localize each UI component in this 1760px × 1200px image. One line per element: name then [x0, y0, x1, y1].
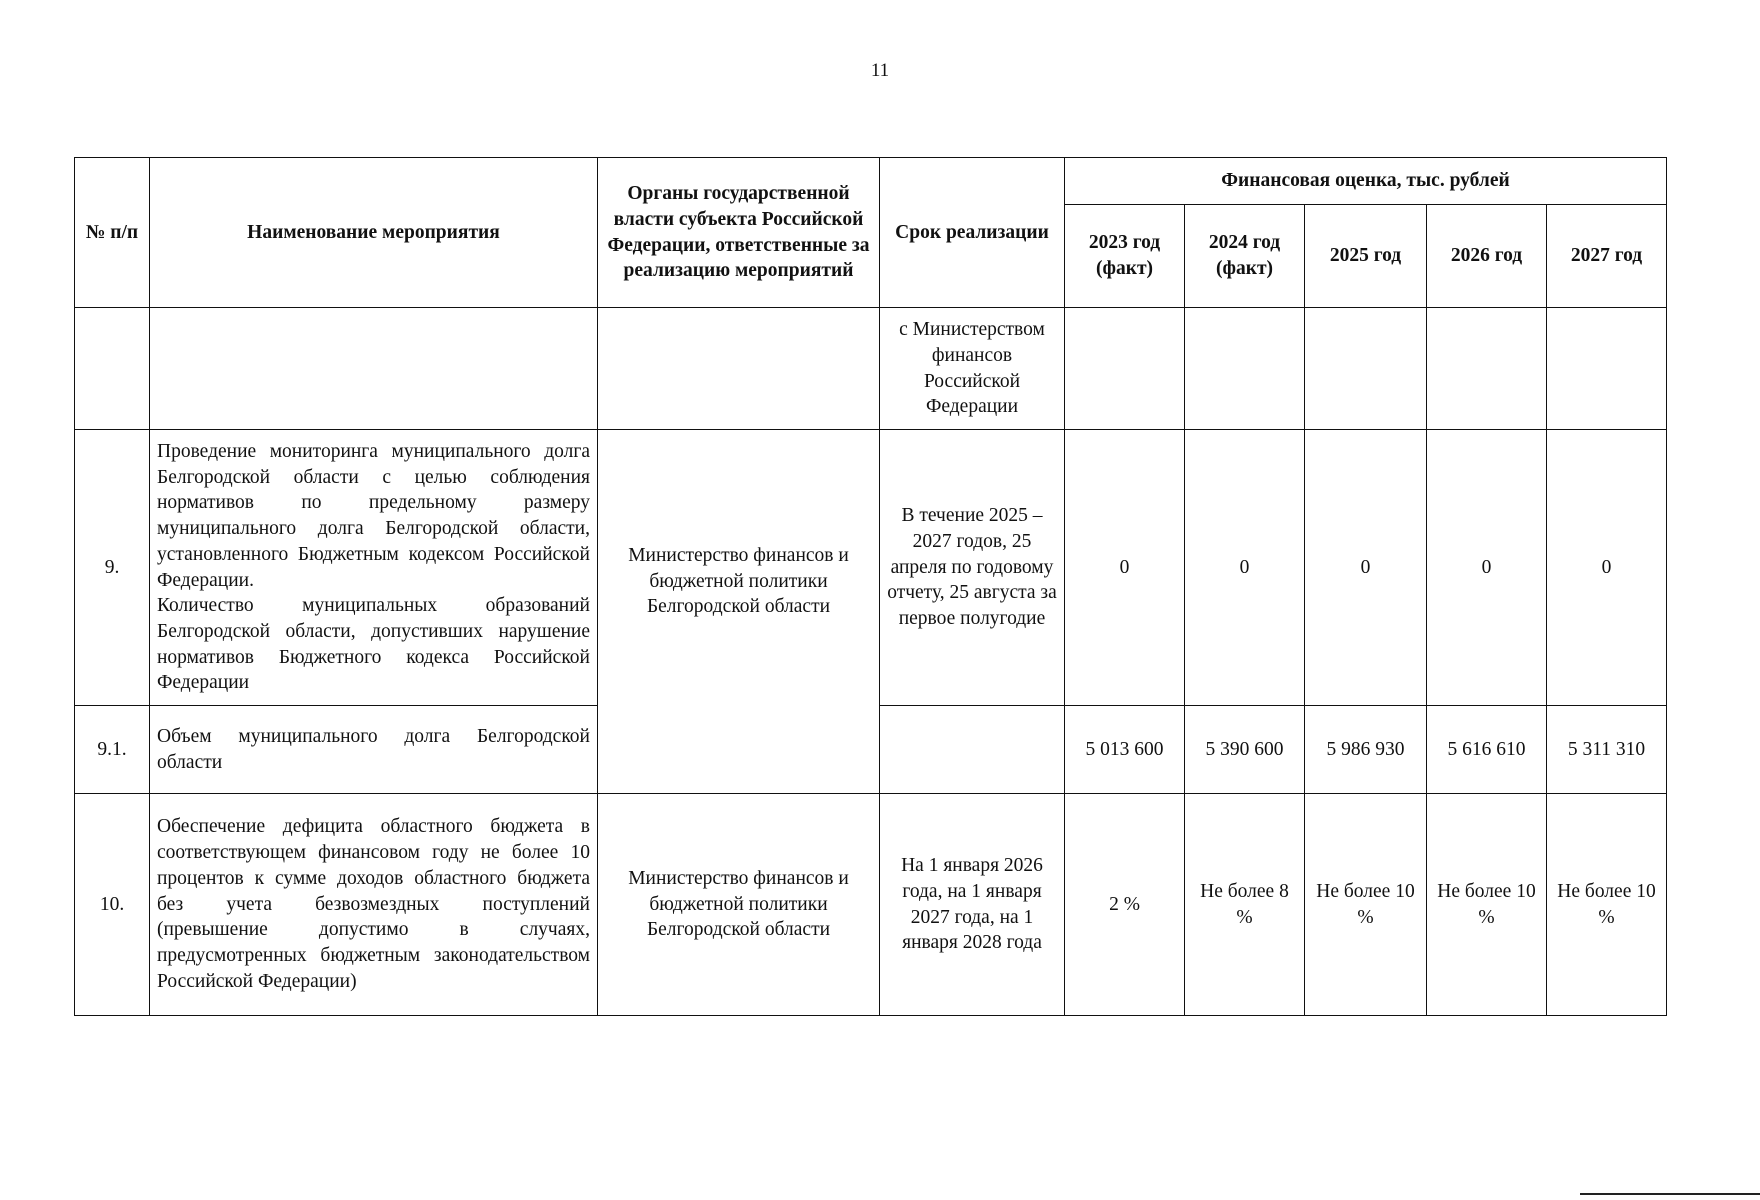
page-number: 11 — [870, 60, 890, 81]
row-10-num: 10. — [75, 794, 150, 1016]
row-10-organ: Министерство финансов и бюджетной политики Белгородской области — [598, 794, 880, 1016]
row-9-1-value-2024: 5 390 600 — [1185, 706, 1305, 794]
row-9-1-value-2023: 5 013 600 — [1065, 706, 1185, 794]
cell-empty — [1185, 308, 1305, 430]
row-9-value-2023: 0 — [1065, 430, 1185, 706]
row-9-value-2027: 0 — [1547, 430, 1667, 706]
row-9-value-2026: 0 — [1427, 430, 1547, 706]
cell-empty — [598, 308, 880, 430]
header-year-2026: 2026 год — [1427, 205, 1547, 308]
row-10-name: Обеспечение дефицита областного бюджета в соответствующем финансовом году не более 10 процентов к сумме доходов областного бюджета без учета безвозмездных поступлений (превышение допустимо в случаях, предусмотренных бюджетным законодательством Российской Федерации) — [150, 794, 598, 1016]
cell-empty — [880, 706, 1065, 794]
header-year-2027: 2027 год — [1547, 205, 1667, 308]
header-year-2023: 2023 год (факт) — [1065, 205, 1185, 308]
header-year-2024: 2024 год (факт) — [1185, 205, 1305, 308]
row-cont-term: с Министерством финансов Российской Федерации — [880, 308, 1065, 430]
row-9-term: В течение 2025 – 2027 годов, 25 апреля по годовому отчету, 25 августа за первое полугодие — [880, 430, 1065, 706]
row-10-value-2024: Не более 8 % — [1185, 794, 1305, 1016]
row-9-1-num: 9.1. — [75, 706, 150, 794]
row-9-organ-text: Министерство финансов и бюджетной политики Белгородской области — [628, 544, 849, 618]
row-9-num: 9. — [75, 430, 150, 706]
row-10-term: На 1 января 2026 года, на 1 января 2027 года, на 1 января 2028 года — [880, 794, 1065, 1016]
cell-empty — [1547, 308, 1667, 430]
cell-empty — [150, 308, 598, 430]
cell-empty — [1427, 308, 1547, 430]
cell-empty — [1305, 308, 1427, 430]
header-num: № п/п — [75, 158, 150, 308]
header-name: Наименование мероприятия — [150, 158, 598, 308]
row-9-1-value-2025: 5 986 930 — [1305, 706, 1427, 794]
cell-empty — [75, 308, 150, 430]
header-finance: Финансовая оценка, тыс. рублей — [1065, 158, 1667, 205]
cell-empty — [1065, 308, 1185, 430]
row-10-value-2025: Не более 10 % — [1305, 794, 1427, 1016]
row-9-1-name: Объем муниципального долга Белгородской области — [150, 706, 598, 794]
row-10-value-2026: Не более 10 % — [1427, 794, 1547, 1016]
header-term: Срок реализации — [880, 158, 1065, 308]
header-organs: Органы государственной власти субъекта Российской Федерации, ответственные за реализацию мероприятий — [598, 158, 880, 308]
row-9-value-2025: 0 — [1305, 430, 1427, 706]
row-9-organ — [598, 430, 880, 794]
header-year-2025: 2025 год — [1305, 205, 1427, 308]
row-10-value-2027: Не более 10 % — [1547, 794, 1667, 1016]
row-9-name-p1: Проведение мониторинга муниципального долга Белгородской области с целью соблюдения нормативов по предельному размеру муниципального долга Белгородской области, установленного Бюджетным кодексом Российской Федерации. — [157, 440, 590, 591]
row-9-name — [150, 430, 598, 706]
row-10-value-2023: 2 % — [1065, 794, 1185, 1016]
row-9-1-value-2027: 5 311 310 — [1547, 706, 1667, 794]
table-row — [75, 430, 1667, 706]
table-row — [75, 308, 1667, 430]
measures-table — [74, 157, 1667, 1016]
row-9-name-p2: Количество муниципальных образований Белгородской области, допустивших нарушение нормативов Бюджетного кодекса Российской Федерации — [157, 595, 590, 694]
row-9-value-2024: 0 — [1185, 430, 1305, 706]
scan-edge-line — [1580, 1193, 1760, 1195]
table-row — [75, 794, 1667, 1016]
row-9-1-value-2026: 5 616 610 — [1427, 706, 1547, 794]
